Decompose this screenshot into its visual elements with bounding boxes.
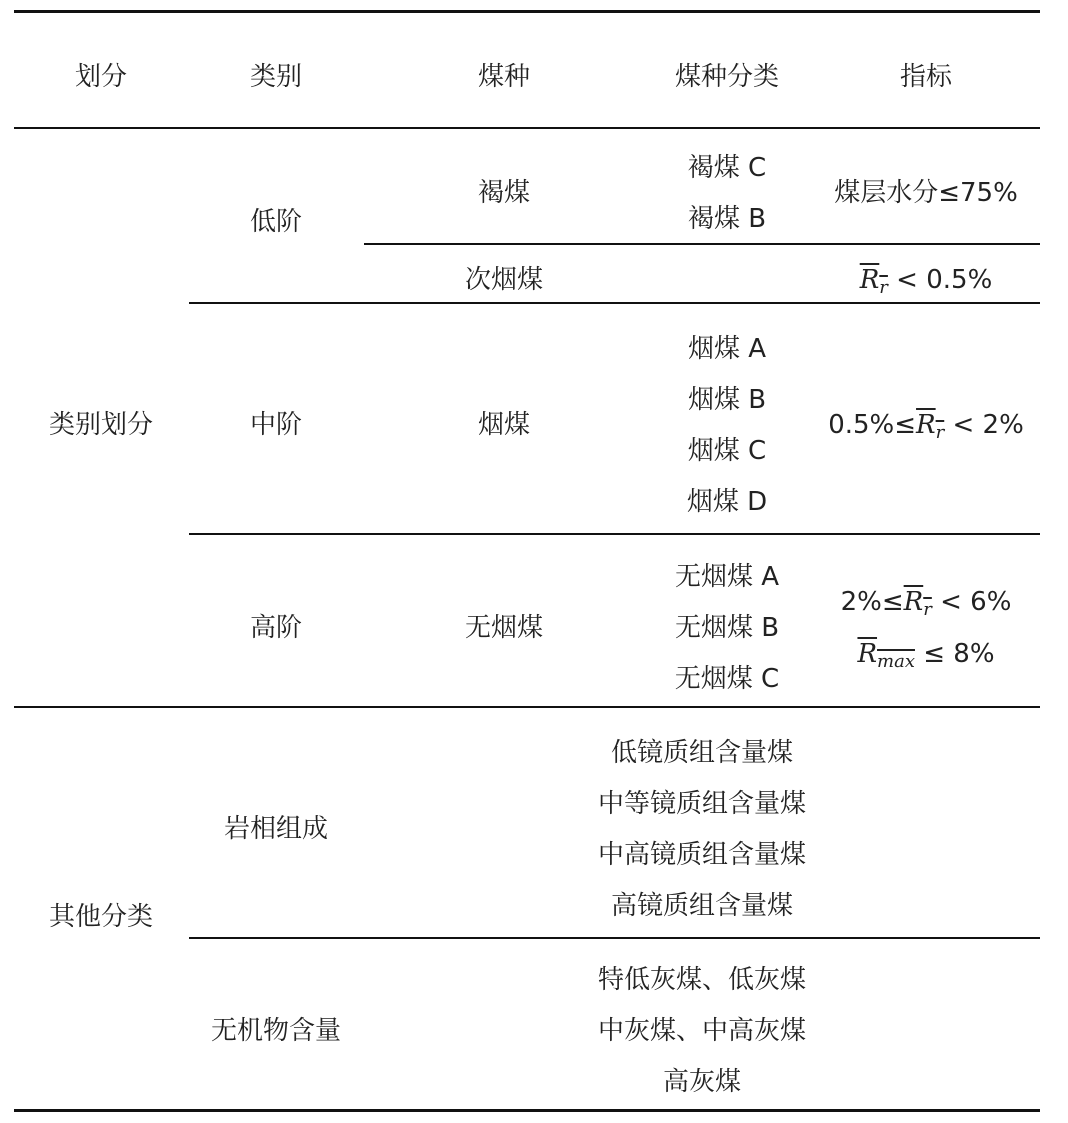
petrographic-type-3: 中高镜质组含量煤 [597,840,807,870]
bottom-rule [14,1109,1040,1112]
section-label-rank: 类别划分 [48,410,154,440]
subtype-bituminous-c: 烟煤 C [687,436,767,466]
coal-bituminous: 烟煤 [477,410,531,440]
category-high-rank: 高阶 [249,613,303,643]
indicator-anthracite-rmax: Rmax ≤ 8% [857,639,995,672]
petrographic-rule [189,937,1040,939]
petrographic-type-2: 中等镜质组含量煤 [597,789,807,819]
indicator-lignite: 煤层水分≤75% [834,178,1018,208]
header-division: 划分 [74,62,128,92]
subtype-bituminous-b: 烟煤 B [687,385,767,415]
petrographic-type-4: 高镜质组含量煤 [610,891,794,921]
header-coal-type: 煤种 [477,62,531,92]
category-petrographic: 岩相组成 [223,814,329,844]
indicator-anthracite-rr: 2%≤Rr < 6% [840,587,1012,620]
subtype-anthracite-a: 无烟煤 A [674,562,780,592]
header-rule [14,127,1040,129]
coal-anthracite: 无烟煤 [464,613,544,643]
r-bar-term: Rr [859,265,888,298]
ash-type-1: 特低灰煤、低灰煤 [597,965,807,995]
indicator-bituminous: 0.5%≤Rr < 2% [828,410,1024,443]
subtype-anthracite-b: 无烟煤 B [674,613,780,643]
subtype-bituminous-a: 烟煤 A [687,334,767,364]
ash-type-3: 高灰煤 [662,1067,742,1097]
low-rank-rule [189,302,1040,304]
subtype-bituminous-d: 烟煤 D [686,487,768,517]
category-low-rank: 低阶 [249,207,303,237]
header-category: 类别 [249,62,303,92]
subtype-anthracite-c: 无烟煤 C [674,664,780,694]
subtype-lignite-b: 褐煤 B [687,204,767,234]
r-bar-term: Rr [903,587,932,620]
top-rule [14,10,1040,13]
header-coal-subtype: 煤种分类 [674,62,780,92]
petrographic-type-1: 低镜质组含量煤 [610,738,794,768]
subtype-lignite-c: 褐煤 C [687,153,767,183]
category-inorganic: 无机物含量 [210,1016,342,1046]
indicator-subbituminous: Rr < 0.5% [859,265,993,298]
mid-rank-rule [189,533,1040,535]
ash-type-2: 中灰煤、中高灰煤 [597,1016,807,1046]
header-indicator: 指标 [899,62,953,92]
coal-lignite: 褐煤 [477,178,531,208]
coal-subbituminous: 次烟煤 [464,265,544,295]
rmax-bar-term: Rmax [857,639,915,672]
lignite-rule [364,243,1040,245]
category-mid-rank: 中阶 [249,410,303,440]
section-rule [14,706,1040,708]
r-bar-term: Rr [916,410,945,443]
section-label-other: 其他分类 [48,902,154,932]
